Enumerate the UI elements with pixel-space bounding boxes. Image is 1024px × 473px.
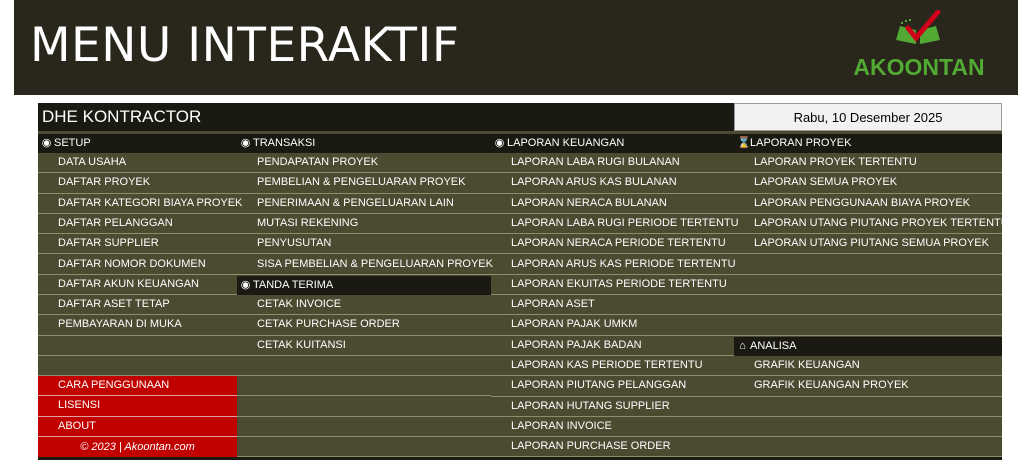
menu-item-cetak-invoice[interactable]: CETAK INVOICE: [237, 295, 491, 315]
akoontan-logo: [844, 10, 994, 85]
section-header-label: TRANSAKSI: [253, 137, 316, 149]
empty-row: [237, 417, 491, 437]
radio-icon: ◉: [240, 137, 251, 149]
empty-row: [734, 417, 1002, 437]
menu-item-semua-proyek[interactable]: LAPORAN SEMUA PROYEK: [734, 173, 1002, 193]
menu-item-daftar-nomor-dokumen[interactable]: DAFTAR NOMOR DOKUMEN: [38, 255, 237, 275]
menu-item-grafik-keuangan[interactable]: GRAFIK KEUANGAN: [734, 356, 1002, 376]
menu-item-laporan-invoice[interactable]: LAPORAN INVOICE: [491, 417, 734, 437]
menu-item-arus-kas-periode[interactable]: LAPORAN ARUS KAS PERIODE TERTENTU: [491, 255, 734, 275]
section-header-tanda-terima[interactable]: [237, 276, 491, 295]
top-banner: [14, 0, 1018, 95]
section-header-label: TANDA TERIMA: [253, 279, 334, 291]
radio-icon: ◉: [41, 137, 52, 149]
menu-item-proyek-tertentu[interactable]: LAPORAN PROYEK TERTENTU: [734, 153, 1002, 173]
section-header-label: SETUP: [54, 137, 91, 149]
menu-item-kas-periode[interactable]: LAPORAN KAS PERIODE TERTENTU: [491, 356, 734, 376]
empty-row: [734, 437, 1002, 457]
menu-item-pembayaran-di-muka[interactable]: PEMBAYARAN DI MUKA: [38, 315, 237, 335]
logo-text: AKOONTAN: [853, 54, 985, 80]
menu-item-pembelian-pengeluaran-proyek[interactable]: PEMBELIAN & PENGELUARAN PROYEK: [237, 173, 491, 193]
empty-row: [38, 356, 237, 376]
section-header-transaksi[interactable]: [237, 134, 491, 153]
section-header-label: LAPORAN PROYEK: [750, 137, 852, 149]
menu-item-daftar-aset-tetap[interactable]: DAFTAR ASET TETAP: [38, 295, 237, 315]
menu-item-daftar-akun-keuangan[interactable]: DAFTAR AKUN KEUANGAN: [38, 275, 237, 295]
menu-item-cetak-purchase-order[interactable]: CETAK PURCHASE ORDER: [237, 315, 491, 335]
empty-row: [734, 295, 1002, 315]
menu-item-utang-piutang-semua-proyek[interactable]: LAPORAN UTANG PIUTANG SEMUA PROYEK: [734, 234, 1002, 254]
book-check-icon: [892, 10, 944, 50]
menu-item-lisensi[interactable]: LISENSI: [38, 396, 237, 416]
menu-item-mutasi-rekening[interactable]: MUTASI REKENING: [237, 214, 491, 234]
menu-item-pajak-badan[interactable]: LAPORAN PAJAK BADAN: [491, 336, 734, 356]
menu-panel: [38, 103, 1009, 460]
menu-item-grafik-keuangan-proyek[interactable]: GRAFIK KEUANGAN PROYEK: [734, 376, 1002, 396]
company-name: DHE KONTRACTOR: [42, 107, 202, 126]
current-date: Rabu, 10 Desember 2025: [734, 103, 1002, 131]
empty-row: [237, 356, 491, 376]
page-title: MENU INTERAKTIF: [30, 18, 460, 73]
menu-item-laba-rugi-periode[interactable]: LAPORAN LABA RUGI PERIODE TERTENTU: [491, 214, 734, 234]
menu-item-arus-kas-bulanan[interactable]: LAPORAN ARUS KAS BULANAN: [491, 173, 734, 193]
menu-item-daftar-proyek[interactable]: DAFTAR PROYEK: [38, 173, 237, 193]
section-header-label: ANALISA: [750, 340, 797, 352]
menu-item-daftar-kategori-biaya[interactable]: DAFTAR KATEGORI BIAYA PROYEK: [38, 194, 237, 214]
menu-item-ekuitas-periode[interactable]: LAPORAN EKUITAS PERIODE TERTENTU: [491, 275, 734, 295]
menu-item-utang-piutang-proyek-tertentu[interactable]: LAPORAN UTANG PIUTANG PROYEK TERTENTU: [734, 214, 1002, 234]
menu-item-sisa-pembelian[interactable]: SISA PEMBELIAN & PENGELUARAN PROYEK: [237, 255, 491, 275]
bottom-stripe: [38, 457, 1002, 460]
menu-item-neraca-bulanan[interactable]: LAPORAN NERACA BULANAN: [491, 194, 734, 214]
menu-item-data-usaha[interactable]: DATA USAHA: [38, 153, 237, 173]
menu-item-neraca-periode[interactable]: LAPORAN NERACA PERIODE TERTENTU: [491, 234, 734, 254]
section-header-laporan-keuangan[interactable]: [491, 134, 734, 153]
menu-item-cetak-kuitansi[interactable]: CETAK KUITANSI: [237, 336, 491, 356]
menu-item-about[interactable]: ABOUT: [38, 417, 237, 437]
menu-item-laba-rugi-bulanan[interactable]: LAPORAN LABA RUGI BULANAN: [491, 153, 734, 173]
menu-item-penggunaan-biaya-proyek[interactable]: LAPORAN PENGGUNAAN BIAYA PROYEK: [734, 194, 1002, 214]
menu-item-penyusutan[interactable]: PENYUSUTAN: [237, 234, 491, 254]
section-header-laporan-proyek[interactable]: [734, 134, 1002, 153]
menu-item-piutang-pelanggan[interactable]: LAPORAN PIUTANG PELANGGAN: [491, 376, 734, 396]
empty-row: [237, 397, 491, 417]
menu-item-laporan-aset[interactable]: LAPORAN ASET: [491, 295, 734, 315]
empty-row: [38, 336, 237, 356]
menu-item-hutang-supplier[interactable]: LAPORAN HUTANG SUPPLIER: [491, 397, 734, 417]
section-header-label: LAPORAN KEUANGAN: [507, 137, 625, 149]
radio-icon: ◉: [494, 137, 505, 149]
menu-item-daftar-supplier[interactable]: DAFTAR SUPPLIER: [38, 234, 237, 254]
home-icon: ⌂: [739, 340, 746, 352]
empty-row: [734, 397, 1002, 417]
empty-row: [237, 437, 491, 457]
empty-row: [734, 255, 1002, 275]
section-header-setup[interactable]: [38, 134, 237, 153]
menu-item-daftar-pelanggan[interactable]: DAFTAR PELANGGAN: [38, 214, 237, 234]
company-bar: [38, 103, 734, 131]
empty-row: [734, 275, 1002, 295]
copyright-text: © 2023 | Akoontan.com: [38, 437, 237, 457]
empty-row: [237, 376, 491, 396]
menu-item-penerimaan-pengeluaran-lain[interactable]: PENERIMAAN & PENGELUARAN LAIN: [237, 194, 491, 214]
section-header-analisa[interactable]: [734, 337, 1002, 356]
hourglass-icon: ⌛: [737, 137, 751, 149]
menu-item-pajak-umkm[interactable]: LAPORAN PAJAK UMKM: [491, 315, 734, 335]
menu-item-cara-penggunaan[interactable]: CARA PENGGUNAAN: [38, 376, 237, 396]
menu-item-pendapatan-proyek[interactable]: PENDAPATAN PROYEK: [237, 153, 491, 173]
radio-icon: ◉: [240, 279, 251, 291]
menu-item-laporan-purchase-order[interactable]: LAPORAN PURCHASE ORDER: [491, 437, 734, 457]
empty-row: [734, 315, 1002, 335]
